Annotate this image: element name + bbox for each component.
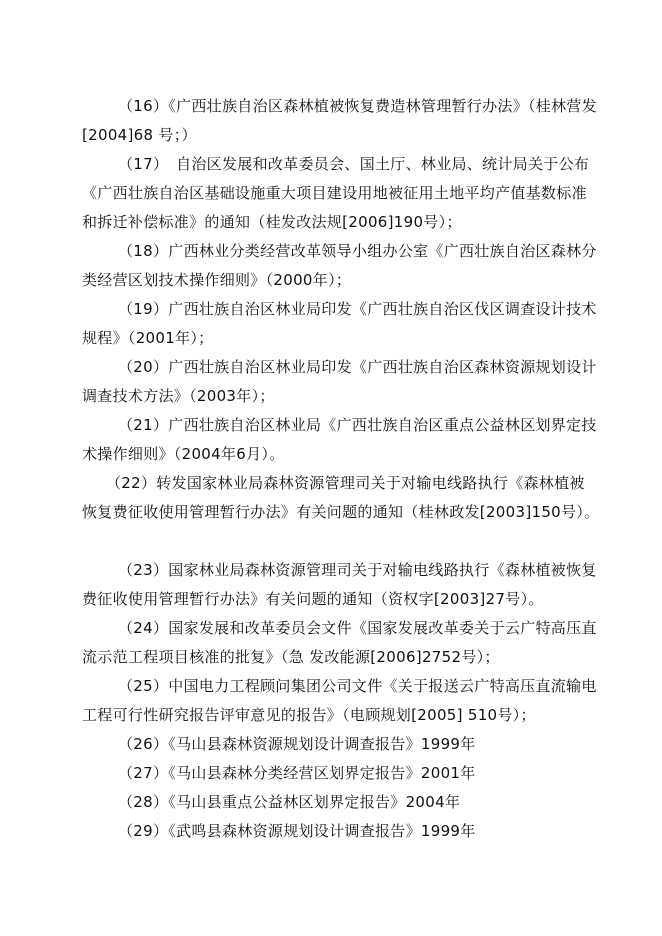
- text-line: 调查技术方法》（2003年）；: [82, 387, 275, 405]
- text-line: （20）广西壮族自治区林业局印发《广西壮族自治区森林资源规划设计: [118, 358, 597, 376]
- text-line: （16）《广西壮族自治区森林植被恢复费造林管理暂行办法》（桂林营发: [118, 97, 597, 115]
- text-line: （25）中国电力工程顾问集团公司文件《关于报送云广特高压直流输电: [118, 677, 597, 695]
- text-line: 流示范工程项目核准的批复》（急 发改能源[2006]2752号）；: [82, 648, 500, 666]
- text-line: （26）《马山县森林资源规划设计调查报告》1999年: [118, 735, 476, 753]
- text-line: 工程可行性研究报告评审意见的报告》（电顾规划[2005] 510号）；: [82, 706, 536, 724]
- text-line: 和拆迁补偿标准》的通知（桂发改法规[2006]190号）；: [82, 213, 462, 231]
- text-line: 恢复费征收使用管理暂行办法》有关问题的通知（桂林政发[2003]150号）。: [82, 503, 600, 521]
- text-line: （27）《马山县森林分类经营区划界定报告》2001年: [118, 764, 476, 782]
- text-line: 《广西壮族自治区基础设施重大项目建设用地被征用土地平均产值基数标准: [82, 184, 587, 202]
- text-line: （28）《马山县重点公益林区划界定报告》2004年: [118, 793, 461, 811]
- text-line: （19）广西壮族自治区林业局印发《广西壮族自治区伐区调查设计技术: [118, 300, 597, 318]
- text-line: （29）《武鸣县森林资源规划设计调查报告》1999年: [118, 822, 476, 840]
- text-line: （21）广西壮族自治区林业局《广西壮族自治区重点公益林区划界定技: [118, 416, 597, 434]
- text-line: （24）国家发展和改革委员会文件《国家发展改革委关于云广特高压直: [118, 619, 597, 637]
- text-line: [2004]68 号；）: [82, 126, 197, 144]
- text-line: （23）国家林业局森林资源管理司关于对输电线路执行《森林植被恢复: [118, 561, 597, 579]
- text-line: 费征收使用管理暂行办法》有关问题的通知（资权字[2003]27号）。: [82, 590, 544, 608]
- text-line: （17） 自治区发展和改革委员会、国土厅、林业局、统计局关于公布: [118, 155, 590, 173]
- text-line: （22）转发国家林业局森林资源管理司关于对输电线路执行《森林植被: [106, 474, 585, 492]
- text-line: （18）广西林业分类经营改革领导小组办公室《广西壮族自治区森林分: [118, 242, 597, 260]
- text-line: 规程》（2001年）；: [82, 329, 214, 347]
- text-line: 类经营区划技术操作细则》（2000年）；: [82, 271, 352, 289]
- text-line: 术操作细则》（2004年6月）。: [82, 445, 285, 463]
